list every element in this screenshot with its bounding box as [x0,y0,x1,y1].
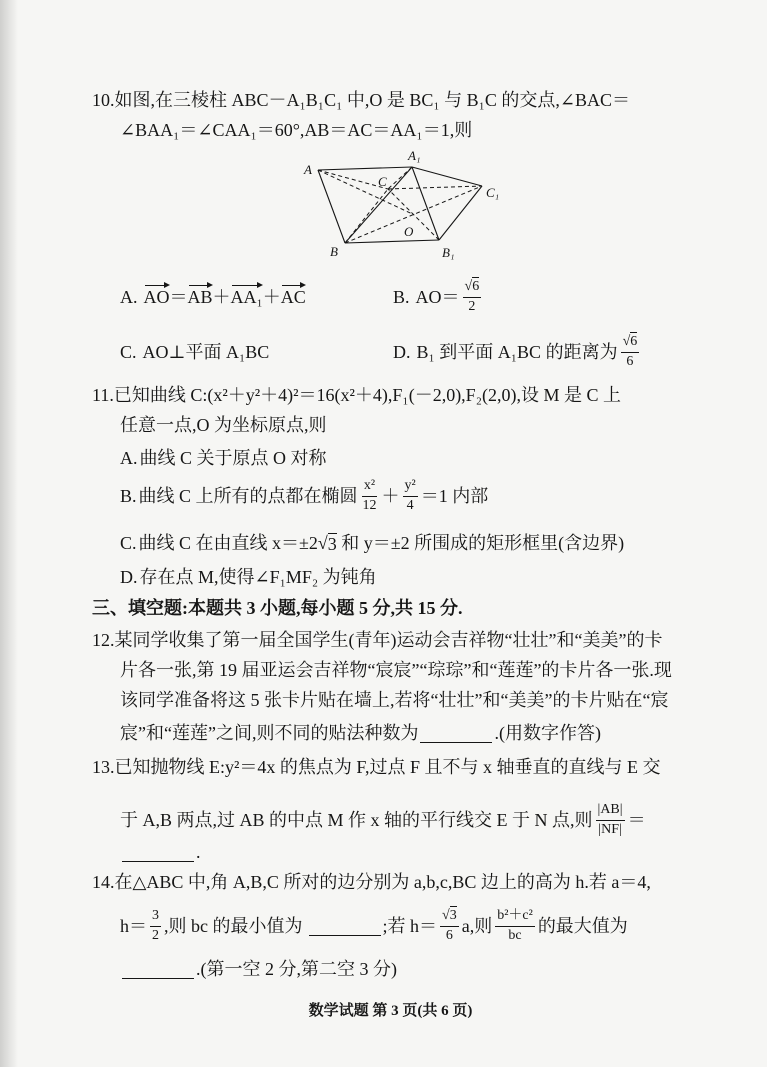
q10-option-D [393,334,642,369]
option-label: C. [120,533,137,553]
vertex-label-B1: B₁ [442,245,455,260]
question-number: 13. [92,757,115,777]
q11-option-D [120,565,377,589]
edge-BB1 [345,240,439,243]
vertex-label-A: A [304,162,312,177]
fraction-denominator: 6 [445,927,453,943]
edge-B1C1 [439,186,482,240]
question-number: 14. [92,872,115,892]
fraction-numerator [621,334,640,352]
prism-figure [300,145,510,267]
point-label-O: O [404,224,414,239]
plus-sign: ＋ [212,287,231,307]
option-label: D. [393,342,411,362]
question-stem-text: 已知曲线 C:(x²＋y²＋4)²＝16(x²＋4),F₁(－2,0),F₂(2,0),设 M 是 C 上 [113,385,621,405]
q12-line-1 [92,628,662,652]
question-stem-text: 在△ABC 中,角 A,B,C 所对的边分别为 a,b,c,BC 边上的高为 h.若 a＝4, [114,872,651,892]
vector-AA1: AA₁ [230,287,263,307]
fraction-denominator: bc [508,927,522,943]
q10-line-2 [120,118,472,142]
fraction [150,908,161,943]
option-text: 曲线 C 上所有的点都在椭圆 [138,486,358,506]
q14-line-2 [120,908,628,943]
question-stem-text: 任意一点,O 为坐标原点,则 [120,415,327,435]
edge-A1B1 [412,167,439,240]
option-label: B. [120,486,137,506]
question-stem-text: 片各一张,第 19 届亚运会吉祥物“宸宸”“琮琮”和“莲莲”的卡片各一张.现 [120,660,672,680]
q13-line-2 [120,802,646,837]
plus-sign: ＋ [381,486,400,506]
option-text: 和 y＝±2 所围成的矩形框里(含边界) [336,533,625,553]
sqrt-sign: √ [622,334,631,350]
question-stem-text: 于 A,B 两点,过 AB 的中点 M 作 x 轴的平行线交 E 于 N 点,则 [120,810,593,830]
hidden-edges [318,167,482,243]
sqrt-sign: √ [464,279,473,295]
sqrt-sign: √ [317,533,328,553]
option-label: D. [120,567,138,587]
question-stem-text: 某同学收集了第一届全国学生(青年)运动会吉祥物“壮壮”和“美美”的卡 [114,630,663,650]
question-stem-text: 的最大值为 [537,916,628,936]
question-stem-text: ;若 h＝ [382,916,438,936]
fraction-denominator: 2 [152,927,159,943]
option-text: AO⊥平面 A₁BC [142,342,270,362]
vector-AC: AC [280,287,306,307]
vertex-label-C: C [378,174,387,189]
question-number: 11. [92,385,114,405]
fraction-numerator: y² [403,478,418,496]
q11-line-2 [120,413,327,437]
question-stem-text: .(用数字作答) [494,723,601,743]
vector-AO: AO [143,287,170,307]
vertex-label-C1: C₁ [486,185,500,200]
option-text: 曲线 C 关于原点 O 对称 [139,448,327,468]
q11-option-A [120,446,327,470]
answer-blank [122,960,194,979]
option-label: A. [120,287,138,307]
option-text: B₁ 到平面 A₁BC 的距离为 [416,342,618,362]
q12-line-3 [120,688,668,712]
question-number: 12. [92,630,115,650]
fraction-denominator: 6 [626,353,634,369]
answer-blank [309,917,381,936]
q11-option-C [120,531,624,555]
equals-sign: ＝ [169,287,188,307]
fraction [440,908,459,943]
radicand: 3 [449,908,457,924]
q10-option-A [120,285,306,309]
section-header [92,596,463,620]
q11-line-1 [92,383,621,407]
option-label: B. [393,287,410,307]
fraction-numerator: b²＋c² [495,908,535,926]
question-stem-text: .(第一空 2 分,第二空 3 分) [196,959,397,979]
q14-line-3 [120,957,397,981]
option-label: A. [120,448,138,468]
question-stem-text: ,则 bc 的最小值为 [164,916,303,936]
plus-sign: ＋ [262,287,281,307]
fraction [621,334,640,369]
option-text: AO＝ [415,287,460,307]
option-text: 存在点 M,使得∠F₁MF₂ 为钝角 [139,567,377,587]
radicand: 6 [630,334,638,350]
q11-option-B [120,478,489,513]
radicand: 6 [472,279,480,295]
section-title: 三、填空题:本题共 3 小题,每小题 5 分,共 15 分. [92,598,463,618]
question-stem-text: h＝ [120,916,147,936]
edge-A1C1 [412,167,482,186]
q13-line-1 [92,755,660,779]
fraction [463,279,482,314]
fraction [361,478,379,513]
q13-line-3 [120,840,201,864]
question-stem-text: a,则 [461,916,493,936]
vertex-label-B: B [330,244,338,259]
fraction [403,478,418,513]
question-stem-text: ∠BAA₁＝∠CAA₁＝60°,AB＝AC＝AA₁＝1,则 [120,120,473,140]
fraction [596,802,625,837]
radicand: 3 [327,534,337,554]
question-stem-text: 该同学准备将这 5 张卡片贴在墙上,若将“壮壮”和“美美”的卡片贴在“宸 [120,690,669,710]
fraction-numerator: 3 [150,908,161,926]
q12-line-4 [120,721,601,745]
answer-blank [122,843,194,862]
edge-AB [318,170,345,243]
edge-CC1 [388,186,482,189]
fraction-numerator: |AB| [596,802,625,820]
page-footer: 数学试题 第 3 页(共 6 页) [308,1003,473,1019]
vector-AB: AB [187,287,213,307]
fraction-numerator [463,279,482,297]
q10-option-B [393,279,484,314]
q14-line-1 [92,870,651,894]
question-stem-text: . [196,842,201,862]
edge-AA1 [318,167,412,170]
fraction-numerator: x² [362,478,377,496]
q12-line-2 [120,658,672,682]
fraction-denominator: 2 [468,298,476,314]
option-text: 曲线 C 在由直线 x＝±2 [138,533,318,553]
answer-blank [420,724,492,743]
q10-option-C [120,340,269,364]
fraction-numerator [440,908,459,926]
edge-BC [345,189,388,243]
fraction-denominator: 4 [406,497,414,513]
q10-line-1 [92,88,630,112]
question-stem-text: 已知抛物线 E:y²＝4x 的焦点为 F,过点 F 且不与 x 轴垂直的直线与 E 交 [114,757,661,777]
fraction-denominator: |NF| [598,821,622,837]
equals-sign: ＝ [627,810,646,830]
sqrt-sign: √ [442,908,450,924]
question-stem-text: 如图,在三棱柱 ABC－A₁B₁C₁ 中,O 是 BC₁ 与 B₁C 的交点,∠BAC＝ [114,90,631,110]
fraction-denominator: 12 [362,497,377,513]
vertex-label-A1: A₁ [408,148,421,163]
question-stem-text: 宸”和“莲莲”之间,则不同的贴法种数为 [120,723,419,743]
scan-edge-shadow [0,0,18,1067]
fraction [495,908,535,943]
option-text: ＝1 内部 [420,486,489,506]
option-label: C. [120,342,137,362]
question-number: 10. [92,90,115,110]
